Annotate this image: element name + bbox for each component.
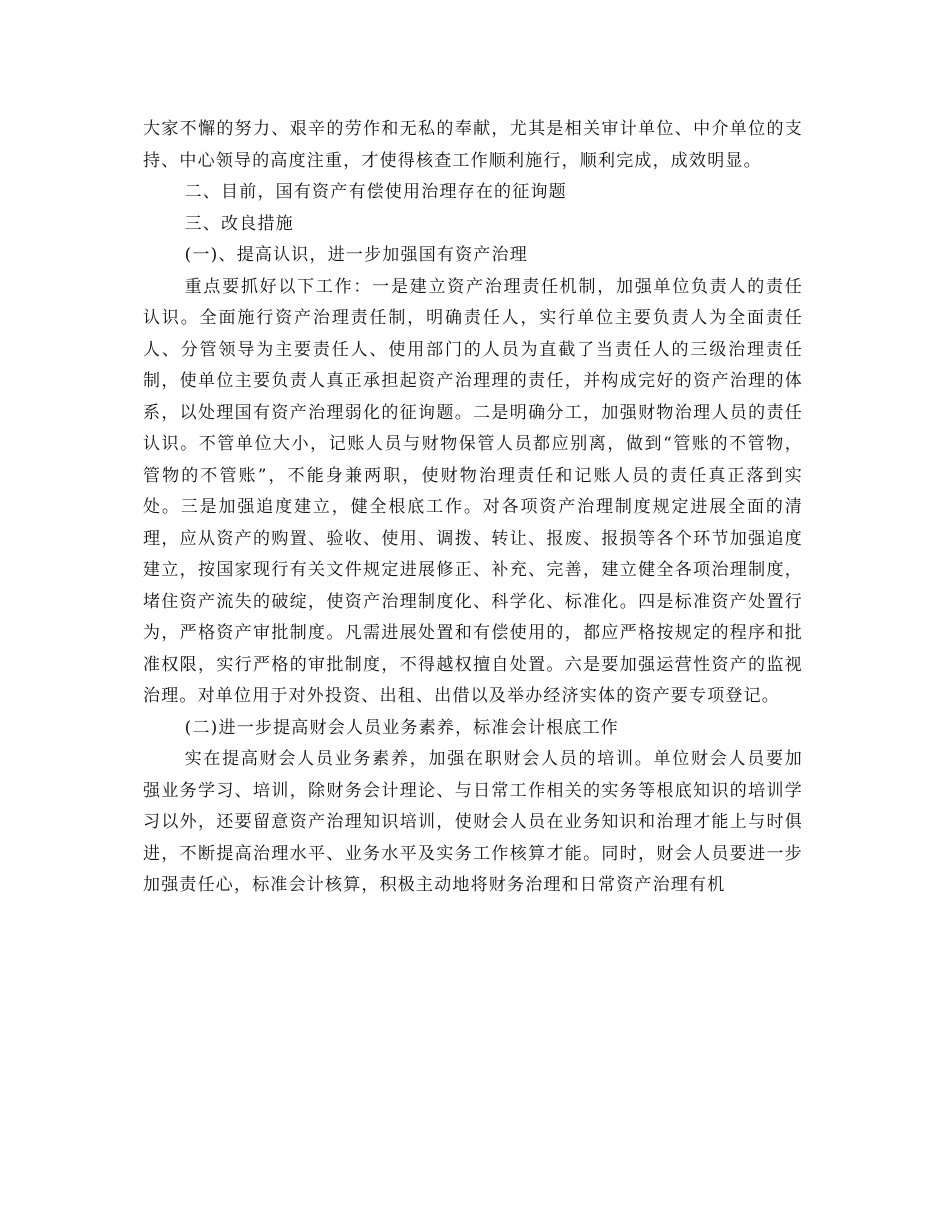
paragraph-continuation: 大家不懈的努力、艰辛的劳作和无私的奉献，尤其是相关审计单位、中介单位的支持、中心领导的高度注重，才使得核查工作顺利施行，顺利完成，成效明显。 [143,119,803,171]
section-heading-problems: 二、目前，国有资产有偿使用治理存在的征询题 [184,182,567,202]
paragraph-staff-training: 实在提高财会人员业务素养，加强在职财会人员的培训。单位财会人员要加强业务学习、培训，除财务会计理论、与日常工作相关的实务等根底知识的培训学习以外，还要留意资产治理知识培训，使财会人员在业务知识和治理才能上与时俱进，不断提高治理水平、业务水平及实务工作核算才能。同时，财会人员要进一步加强责任心，标准会计核算，积极主动地将财务治理和日常资产治理有机 [143,749,803,895]
document-body [143,114,803,902]
subsection-heading-1: (一)、提高认识，进一步加强国有资产治理 [184,245,528,265]
subsection-heading-2: (二)进一步提高财会人员业务素养，标准会计根底工作 [184,717,619,738]
section-heading-measures: 三、改良措施 [184,213,294,234]
paragraph-key-work: 重点要抓好以下工作：一是建立资产治理责任机制，加强单位负责人的责任认识。全面施行资产治理责任制，明确责任人，实行单位主要负责人为全面责任人、分管领导为主要责任人、使用部门的人员为直截了当责任人的三级治理责任制，使单位主要负责人真正承担起资产治理理的责任，并构成完好的资产治理的体系，以处理国有资产治理弱化的征询题。二是明确分工，加强财物治理人员的责任认识。不管单位大小，记账人员与财物保管人员都应别离，做到“管账的不管物，管物的不管账”，不能身兼两职，使财物治理责任和记账人员的责任真正落到实处。三是加强追度建立，健全根底工作。对各项资产治理制度规定进展全面的清理，应从资产的购置、验收、使用、调拨、转让、报废、报损等各个环节加强追度建立，按国家现行有关文件规定进展修正、补充、完善，建立健全各项治理制度，堵住资产流失的破绽，使资产治理制度化、科学化、标准化。四是标准资产处置行为，严格资产审批制度。凡需进展处置和有偿使用的，都应严格按规定的程序和批准权限，实行严格的审批制度，不得越权擅自处置。六是要加强运营性资产的监视治理。对单位用于对外投资、出租、出借以及举办经济实体的资产要专项登记。 [143,276,803,706]
